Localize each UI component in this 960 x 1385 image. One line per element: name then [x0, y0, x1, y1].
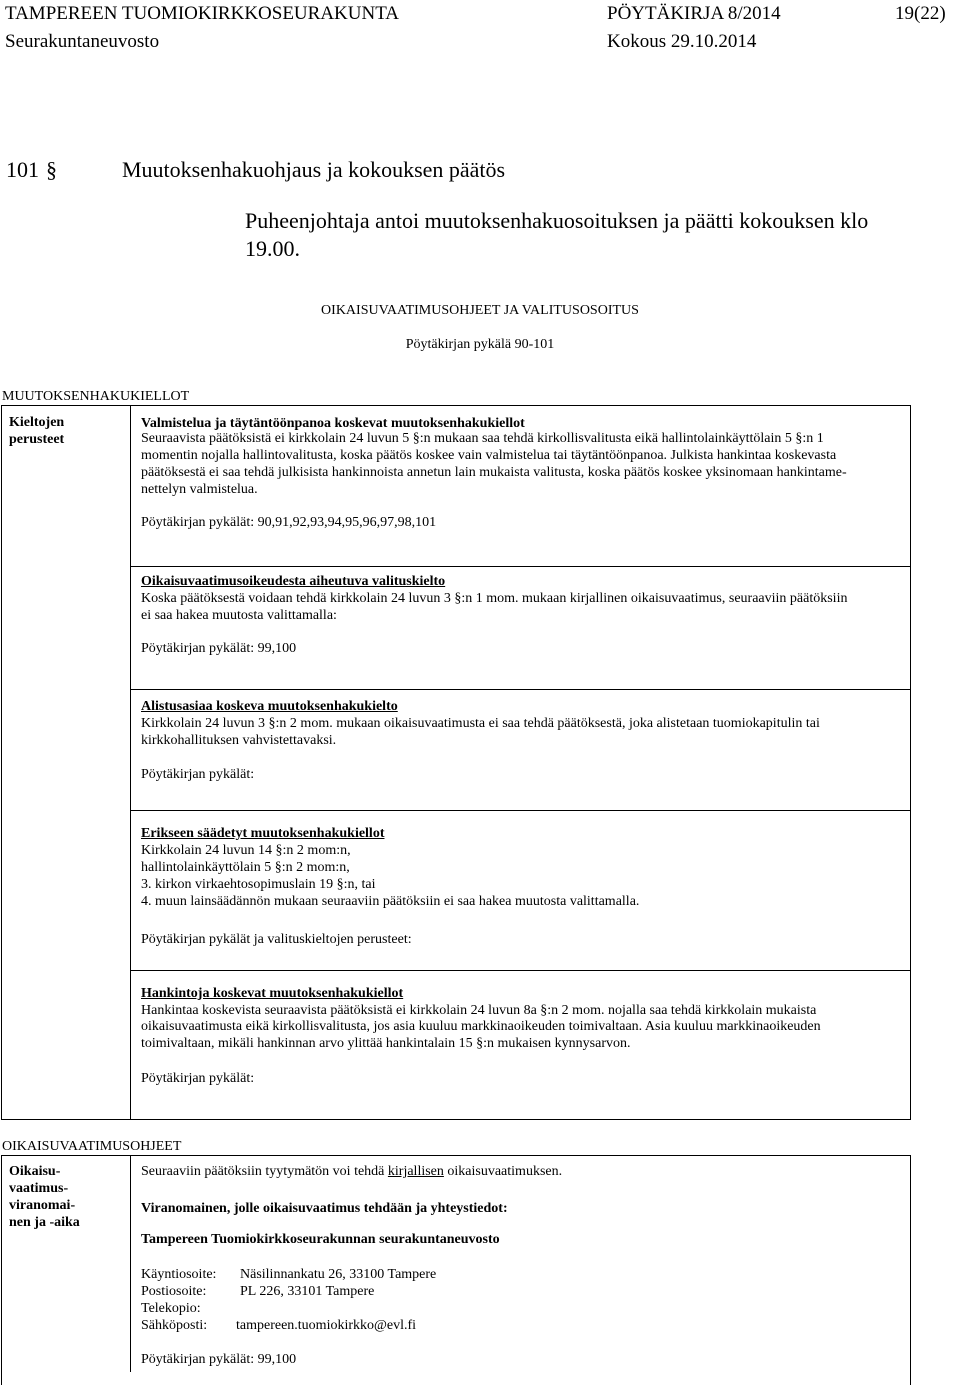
contact-label: Käyntiosoite: [141, 1267, 217, 1282]
bans-label-line2: perusteet [9, 432, 65, 447]
contact-label: Postiosoite: [141, 1284, 207, 1299]
bans-row-divider-4 [130, 970, 911, 971]
block1-line: nettelyn valmistelua. [141, 482, 258, 497]
claims-intro-text: Seuraaviin päätöksiin tyytymätön voi tehdä [141, 1164, 388, 1179]
section-title: Muutoksenhakuohjaus ja kokouksen päätös [122, 157, 506, 182]
claims-title: OIKAISUVAATIMUSOHJEET [2, 1139, 182, 1154]
header-page: 19(22) [895, 3, 946, 24]
header-org: TAMPEREEN TUOMIOKIRKKOSEURAKUNTA [5, 3, 400, 24]
contact-label: Sähköposti: [141, 1318, 208, 1333]
header-body: Seurakuntaneuvosto [5, 31, 160, 52]
contact-email[interactable]: tampereen.tuomiokirkko@evl.fi [236, 1318, 417, 1333]
block4-line: Kirkkolain 24 luvun 14 §:n 2 mom:n, [141, 843, 351, 858]
block1-line: päätöksestä ei saa tehdä julkisista hankinnoista annetun lain mukaista valitusta, koska päätös koskee yksinomaan hankintame- [141, 465, 847, 480]
claims-table [1, 1155, 911, 1385]
contact-value: PL 226, 33101 Tampere [240, 1284, 375, 1299]
block2-line: Koska päätöksestä voidaan tehdä kirkkolain 24 luvun 3 §:n 1 mom. mukaan kirjallinen oikaisuvaatimus, seuraaviin päätöksiin [141, 591, 848, 606]
block3-sections: Pöytäkirjan pykälät: [141, 767, 255, 782]
section-sign: § [46, 157, 57, 182]
instructions-subheading: Pöytäkirjan pykälä 90-101 [405, 337, 555, 352]
block3-heading: Alistusasiaa koskeva muutoksenhakukielto [141, 699, 398, 714]
block2-sections: Pöytäkirjan pykälät: 99,100 [141, 641, 297, 656]
block4-sections: Pöytäkirjan pykälät ja valituskieltojen perusteet: [141, 932, 412, 947]
block2-heading: Oikaisuvaatimusoikeudesta aiheutuva valituskielto [141, 574, 446, 589]
claims-label-line: viranomai- [9, 1198, 76, 1213]
bans-column-divider [130, 405, 131, 1120]
header-doc-number: PÖYTÄKIRJA 8/2014 [607, 3, 781, 24]
contact-value: Näsilinnankatu 26, 33100 Tampere [240, 1267, 437, 1282]
block4-heading: Erikseen säädetyt muutoksenhakukiellot [141, 826, 385, 841]
block5-line: toimivaltaan, mikäli hankinnan arvo ylittää hankintalain 15 §:n mukaisen kynnysarvon. [141, 1036, 631, 1051]
block4-line: 3. kirkon virkaehtosopimuslain 19 §:n, tai [141, 877, 376, 892]
claims-label-line: vaatimus- [9, 1181, 69, 1196]
block1-line: Seuraavista päätöksistä ei kirkkolain 24 luvun 5 §:n mukaan saa tehdä kirkollisvalitusta eikä hallintolainkäyttölain 5 §:n 1 [141, 431, 824, 446]
claims-label-line: nen ja -aika [9, 1215, 80, 1230]
block2-line: ei saa hakea muutosta valittamalla: [141, 608, 337, 623]
claims-column-divider [130, 1155, 131, 1372]
block3-line: Kirkkolain 24 luvun 3 §:n 2 mom. mukaan oikaisuvaatimusta ei saa tehdä päätöksestä, joka alistetaan tuomiokapitulin tai [141, 716, 820, 731]
block5-line: oikaisuvaatimusta eikä kirkollisvalitusta, jos asia kuuluu markkinaoikeuden toimivaltaan. Asia kuuluu markkinaoikeuden [141, 1019, 821, 1034]
authority-name: Tampereen Tuomiokirkkoseurakunnan seurakuntaneuvosto [141, 1232, 500, 1247]
block1-heading: Valmistelua ja täytäntöönpanoa koskevat muutoksenhakukiellot [141, 416, 525, 431]
block3-line: kirkkohallituksen vahvistettavaksi. [141, 733, 337, 748]
block1-line: momentin nojalla hallintovalitusta, koska päätös koskee vain valmistelua tai täytäntöönpanoa. Julkista hankintaa koskevasta [141, 448, 837, 463]
block5-line: Hankintaa koskevista seuraavista päätöksistä ei kirkkolain 24 luvun 8a §:n 2 mom. nojalla saa tehdä kirkkolain mukaista [141, 1003, 817, 1018]
block1-sections: Pöytäkirjan pykälät: 90,91,92,93,94,95,96,97,98,101 [141, 515, 437, 530]
contact-label: Telekopio: [141, 1301, 201, 1316]
claims-intro-text-end: oikaisuvaatimuksen. [443, 1164, 563, 1179]
bans-row-divider-3 [130, 810, 911, 811]
block4-line: hallintolainkäyttölain 5 §:n 2 mom:n, [141, 860, 350, 875]
claims-sections: Pöytäkirjan pykälät: 99,100 [141, 1352, 297, 1367]
block4-line: 4. muun lainsäädännön mukaan seuraaviin päätöksiin ei saa hakea muutosta valittamalla. [141, 894, 640, 909]
claims-intro [141, 1163, 562, 1180]
claims-intro-underlined: kirjallisen [387, 1164, 444, 1179]
bans-row-divider-1 [130, 566, 911, 567]
claims-label-line: Oikaisu- [9, 1164, 61, 1179]
header-meeting: Kokous 29.10.2014 [607, 31, 757, 52]
bans-row-divider-2 [130, 689, 911, 690]
section-number: 101 [6, 157, 39, 182]
bans-title: MUUTOKSENHAKUKIELLOT [2, 389, 190, 404]
decision-text-line2: 19.00. [245, 236, 300, 261]
instructions-heading: OIKAISUVAATIMUSOHJEET JA VALITUSOSOITUS [321, 303, 639, 318]
bans-label-line1: Kieltojen [9, 415, 65, 430]
block5-heading: Hankintoja koskevat muutoksenhakukiellot [141, 986, 404, 1001]
decision-text-line1: Puheenjohtaja antoi muutoksenhakuosoituksen ja päätti kokouksen klo [245, 208, 869, 233]
authority-heading: Viranomainen, jolle oikaisuvaatimus tehdään ja yhteystiedot: [141, 1201, 508, 1216]
block5-sections: Pöytäkirjan pykälät: [141, 1071, 255, 1086]
